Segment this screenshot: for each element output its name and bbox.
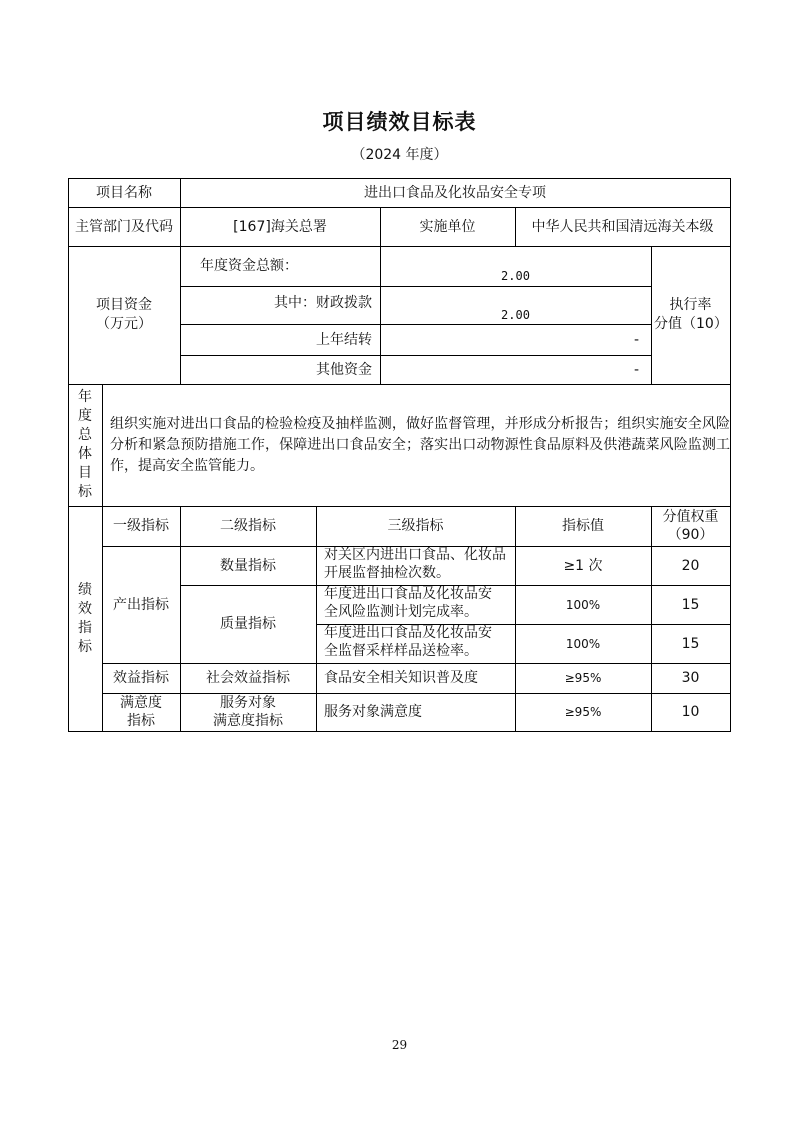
- fiscal-funds-label: 其中：财政拨款: [274, 295, 372, 311]
- output-row-1-value: ≥1 次: [563, 557, 603, 574]
- performance-label-char: 绩: [78, 581, 92, 598]
- level3-text-line: 对关区内进出口食品、化妆品: [324, 547, 506, 563]
- carryover-label: 上年结转: [316, 331, 372, 348]
- output-row-1-level3: [316, 546, 515, 585]
- header-level1: 一级指标: [113, 518, 169, 534]
- annual-goal-label-char: 度: [78, 408, 92, 424]
- row-divider: [68, 384, 731, 385]
- dept-value: [167]海关总署: [233, 218, 327, 235]
- level3-text-line: 全监督采样样品送检率。: [324, 643, 478, 659]
- satisfaction-level1-line: 满意度: [120, 695, 162, 711]
- satisfaction-level1-line: 指标: [127, 713, 155, 729]
- output-row-3-level3: [316, 624, 515, 663]
- execution-rate-line1: 执行率: [669, 297, 712, 313]
- project-name-label: 项目名称: [96, 184, 152, 201]
- output-row-3-weight: 15: [681, 635, 700, 652]
- benefit-level2: 社会效益指标: [206, 670, 290, 686]
- output-row-2-weight: 15: [681, 596, 700, 613]
- level3-text-line: 年度进出口食品及化妆品安: [324, 586, 492, 602]
- project-name-value: 进出口食品及化妆品安全专项: [364, 184, 546, 201]
- annual-goal-label-char: 年: [78, 389, 92, 405]
- carryover-value: -: [633, 331, 639, 348]
- output-row-2-level3: [316, 585, 515, 624]
- satisfaction-value: ≥95%: [564, 705, 602, 719]
- page-title: 项目绩效目标表: [322, 110, 477, 134]
- other-funds-value: -: [633, 361, 639, 378]
- annual-goal-label: [68, 384, 102, 506]
- performance-label: [68, 506, 102, 731]
- quantity-indicator-label: 数量指标: [220, 557, 276, 574]
- quality-indicator-label: 质量指标: [220, 616, 276, 632]
- header-level3: 三级指标: [387, 518, 444, 534]
- benefit-value: ≥95%: [564, 671, 602, 685]
- level3-text-line: 开展监督抽检次数。: [324, 565, 450, 581]
- unit-label: 实施单位: [419, 218, 476, 235]
- output-level1: 产出指标: [113, 596, 169, 613]
- total-funds-value: 2.00: [501, 269, 530, 283]
- annual-goal-text: 组织实施对进出口食品的检验检疫及抽样监测，做好监督管理，并形成分析报告；组织实施安全风险分析和紧急预防措施工作，保障进出口食品安全；落实出口动物源性食品原料及供港蔬菜风险监测工作，提高安全监管能力。: [110, 416, 730, 474]
- level3-text-line: 全风险监测计划完成率。: [324, 604, 478, 620]
- output-row-3-value: 100%: [565, 636, 601, 651]
- execution-rate-line2: 分值（10）: [654, 316, 728, 332]
- page-number: 29: [391, 1038, 408, 1052]
- benefit-weight: 30: [681, 670, 700, 686]
- performance-label-char: 指: [78, 619, 92, 636]
- annual-goal-label-char: 总: [78, 427, 92, 443]
- output-row-2-value: 100%: [565, 597, 601, 612]
- table-border-right: [730, 178, 731, 732]
- header-level2: 二级指标: [220, 518, 276, 534]
- header-weight-line2: （90）: [667, 527, 714, 543]
- funds-label-line1: 项目资金: [96, 297, 152, 313]
- funds-label-line2: （万元）: [96, 316, 152, 332]
- header-weight: [651, 506, 730, 546]
- execution-rate-label: [651, 246, 730, 384]
- benefit-level1: 效益指标: [113, 670, 169, 686]
- satisfaction-level2: [180, 693, 316, 731]
- table-border-bottom: [68, 731, 731, 732]
- header-weight-line1: 分值权重: [662, 509, 719, 525]
- satisfaction-level1: [102, 693, 180, 731]
- satisfaction-weight: 10: [681, 704, 700, 720]
- other-funds-label: 其他资金: [316, 361, 372, 378]
- performance-label-char: 效: [78, 600, 92, 617]
- annual-goal-label-char: 体: [78, 446, 92, 462]
- unit-value: 中华人民共和国清远海关本级: [531, 218, 714, 235]
- output-row-1-weight: 20: [681, 557, 700, 574]
- satisfaction-level2-line: 满意度指标: [213, 713, 283, 729]
- fiscal-funds-value: 2.00: [501, 308, 530, 322]
- level3-text-line: 年度进出口食品及化妆品安: [324, 625, 492, 641]
- header-value: 指标值: [562, 518, 604, 534]
- funds-label: [68, 246, 180, 384]
- annual-goal-label-char: 标: [78, 484, 92, 500]
- benefit-level3: 食品安全相关知识普及度: [324, 670, 478, 686]
- annual-goal-label-char: 目: [78, 465, 92, 481]
- satisfaction-level3: 服务对象满意度: [324, 704, 422, 720]
- total-funds-label: 年度资金总额：: [200, 258, 298, 274]
- performance-label-char: 标: [78, 638, 92, 655]
- dept-label: 主管部门及代码: [75, 218, 173, 235]
- page-subtitle: （2024 年度）: [351, 147, 448, 163]
- satisfaction-level2-line: 服务对象: [220, 695, 276, 711]
